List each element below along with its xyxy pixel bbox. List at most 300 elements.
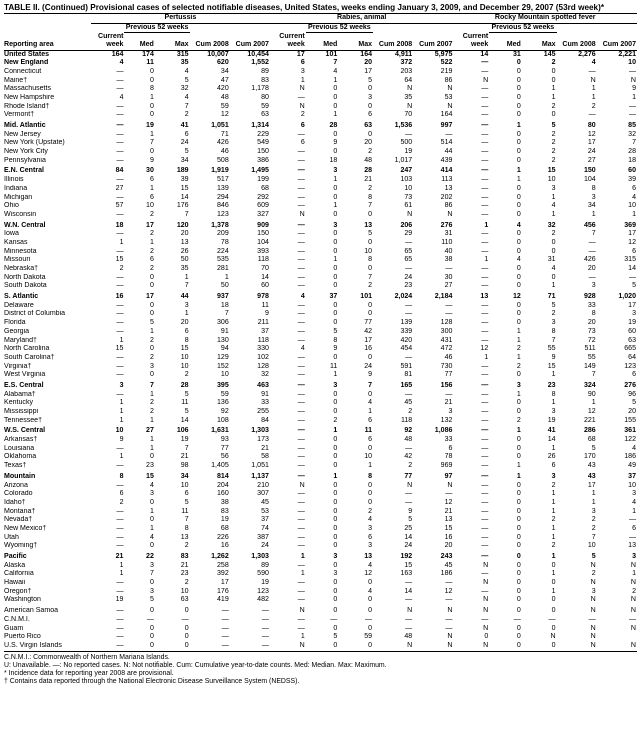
value-cell: 5 — [184, 408, 189, 415]
value-cell: 24 — [364, 362, 373, 370]
value-cell: — — [297, 615, 305, 623]
value-cell: — — [297, 561, 305, 569]
value-cell: — — [297, 362, 305, 370]
value-cell: 48 — [364, 156, 373, 164]
current-week-header: Current week — [453, 33, 489, 51]
value-cell: — — [405, 615, 413, 623]
value-cell: 5 — [591, 444, 596, 452]
value-cell: 12 — [587, 130, 596, 138]
value-cell: 997 — [440, 122, 453, 129]
value-cell: 7 — [551, 336, 556, 344]
value-cell: 1 — [333, 176, 338, 184]
table-row — [4, 363, 637, 372]
value-cell: 2 — [551, 148, 556, 156]
value-cell: 7 — [149, 381, 154, 389]
value-cell: N — [407, 607, 413, 615]
value-cell: 7 — [149, 570, 154, 578]
value-cell: — — [116, 481, 124, 489]
value-cell: 0 — [489, 642, 522, 651]
value-cell: 41 — [547, 427, 556, 435]
value-cell: 39 — [628, 176, 636, 184]
value-cell: — — [481, 156, 489, 164]
value-cell: 414 — [440, 167, 453, 175]
value-cell: 0 — [516, 453, 521, 461]
value-cell: — — [481, 102, 489, 110]
value-cell: — — [297, 381, 305, 389]
reporting-area-cell: New York City — [4, 148, 48, 156]
table-row — [4, 551, 637, 562]
value-cell: 5 — [368, 76, 373, 84]
value-cell: — — [481, 587, 489, 595]
value-cell: 0 — [516, 319, 521, 327]
value-cell: 4 — [368, 399, 373, 407]
value-cell: 928 — [583, 293, 596, 301]
value-cell: 0 — [516, 93, 521, 101]
value-cell: 10 — [115, 427, 124, 435]
value-cell: 1 — [149, 507, 154, 515]
reporting-area-cell: Colorado — [4, 490, 33, 498]
value-cell: 439 — [440, 156, 453, 164]
value-cell: 1 — [333, 472, 338, 480]
value-cell: 41 — [180, 122, 189, 129]
value-cell: 3 — [632, 490, 636, 498]
value-cell: 17 — [587, 481, 596, 489]
table-row — [4, 50, 637, 59]
value-cell: — — [588, 615, 596, 623]
value-cell: — — [405, 130, 413, 138]
value-cell: 0 — [551, 273, 556, 281]
value-cell: 60 — [628, 327, 636, 335]
value-cell: 1 — [484, 353, 489, 361]
value-cell: 7 — [632, 139, 636, 147]
value-cell: 0 — [149, 102, 154, 110]
value-cell: 1 — [551, 85, 556, 93]
value-cell: 0 — [155, 642, 190, 651]
value-cell: 3 — [516, 381, 521, 389]
value-cell: 1,051 — [211, 122, 229, 129]
value-cell: N — [597, 642, 637, 651]
value-cell: 535 — [217, 256, 229, 264]
reporting-area-cell: Tennessee† — [4, 416, 43, 424]
value-cell: 4 — [119, 93, 124, 101]
value-cell: 206 — [400, 221, 413, 229]
value-cell: 0 — [333, 301, 338, 309]
value-cell: 0 — [551, 607, 556, 615]
value-cell: — — [221, 633, 229, 641]
value-cell: — — [116, 462, 124, 470]
reporting-area-cell: Rhode Island† — [4, 102, 50, 110]
value-cell: 12 — [220, 111, 229, 119]
value-cell: 0 — [149, 607, 154, 615]
value-cell: — — [481, 184, 489, 192]
value-cell: — — [405, 238, 413, 246]
value-cell: 0 — [333, 130, 338, 138]
value-cell: 173 — [257, 436, 269, 444]
value-cell: 0 — [551, 624, 556, 632]
table-row — [4, 354, 637, 363]
value-cell: 0 — [333, 524, 338, 532]
table-title: TABLE II. (Continued) Provisional cases of selected notifiable diseases, United States, weeks ending January 3, 2009, and December 29, 2007 (53rd week)* — [4, 3, 605, 12]
value-cell: 2 — [368, 507, 373, 515]
value-cell: 65 — [404, 256, 413, 264]
value-cell: 0 — [551, 247, 556, 255]
value-cell: 0 — [333, 453, 338, 461]
value-cell: — — [481, 247, 489, 255]
table-row — [4, 453, 637, 462]
value-cell: 0 — [333, 498, 338, 506]
value-cell: 50 — [220, 282, 229, 290]
value-cell: 2 — [551, 130, 556, 138]
value-cell: 369 — [624, 221, 636, 229]
value-cell: — — [297, 247, 305, 255]
value-cell: 361 — [624, 427, 636, 435]
value-cell: 20 — [587, 319, 596, 327]
value-cell: 8 — [184, 524, 189, 532]
table-row — [4, 417, 637, 426]
value-cell: 2,184 — [434, 293, 453, 301]
value-cell: 2 — [632, 587, 636, 595]
value-cell: 21 — [261, 444, 269, 452]
value-cell: 1 — [484, 256, 489, 264]
value-cell: 9 — [119, 436, 124, 444]
value-cell: 33 — [261, 399, 269, 407]
value-cell: 10 — [146, 202, 154, 210]
cum-2007-header: Cum 2007 — [597, 33, 637, 51]
value-cell: 61 — [404, 202, 413, 210]
value-cell: 21 — [444, 507, 453, 515]
value-cell: — — [628, 516, 636, 524]
value-cell: 255 — [257, 408, 269, 415]
value-cell: 229 — [257, 130, 269, 138]
value-cell: 1 — [149, 390, 154, 398]
value-cell: 2 — [149, 399, 154, 407]
value-cell: 1 — [149, 130, 154, 138]
value-cell: 0 — [333, 561, 338, 569]
max-header: Max — [338, 33, 373, 51]
value-cell: — — [297, 444, 305, 452]
value-cell: — — [297, 238, 305, 246]
reporting-area-cell: Arkansas† — [4, 436, 38, 444]
value-cell: N — [299, 102, 305, 110]
value-cell: 0 — [149, 282, 154, 290]
value-cell: N — [373, 642, 413, 651]
value-cell: 2 — [516, 416, 521, 424]
value-cell: 80 — [587, 122, 596, 129]
value-cell: 18 — [628, 156, 636, 164]
value-cell: — — [628, 615, 636, 623]
value-cell: 14 — [628, 265, 636, 272]
value-cell: — — [116, 353, 124, 361]
value-cell: — — [588, 238, 596, 246]
value-cell: N — [590, 579, 596, 587]
value-cell: N — [590, 76, 596, 84]
value-cell: 1 — [368, 462, 373, 470]
value-cell: 0 — [124, 642, 154, 651]
value-cell: 0 — [516, 102, 521, 110]
value-cell: 2 — [591, 102, 596, 110]
value-cell: 14 — [180, 193, 189, 201]
value-cell: 5 — [333, 633, 338, 641]
reporting-area-header: Reporting area — [4, 33, 91, 51]
value-cell: — — [116, 327, 124, 335]
value-cell: 0 — [333, 607, 338, 615]
value-cell: — — [481, 436, 489, 444]
value-cell: 2 — [591, 570, 596, 578]
value-cell: — — [181, 615, 189, 623]
value-cell: 0 — [516, 193, 521, 201]
value-cell: 101 — [325, 50, 338, 58]
value-cell: 2 — [184, 111, 189, 119]
reporting-area-cell: W.N. Central — [4, 221, 46, 229]
value-cell: 0 — [368, 481, 373, 489]
value-cell: 43 — [587, 472, 596, 480]
value-cell: 0 — [516, 633, 521, 641]
value-cell: 4 — [551, 202, 556, 210]
value-cell: 1,017 — [394, 156, 413, 164]
value-cell: — — [116, 193, 124, 201]
footnote-line: U: Unavailable. —: No reported cases. N: Not notifiable. Cum: Cumulative year-to-date counts. Med: Median. Max: Maximum. — [4, 661, 387, 669]
value-cell: — — [116, 210, 124, 218]
value-cell: 0 — [368, 607, 373, 615]
value-cell: 57 — [115, 202, 124, 210]
value-cell: 21 — [180, 561, 189, 569]
table-row — [4, 399, 637, 408]
value-cell: — — [481, 327, 489, 335]
value-cell: N — [407, 85, 413, 93]
value-cell: 4 — [368, 516, 373, 524]
reporting-area-cell: Mid. Atlantic — [4, 122, 46, 129]
reporting-area-cell: New York (Upstate) — [4, 139, 65, 147]
value-cell: — — [405, 444, 413, 452]
value-cell: — — [116, 139, 124, 147]
value-cell: 665 — [624, 345, 636, 353]
value-cell: — — [481, 230, 489, 238]
value-cell: 1 — [551, 553, 556, 560]
value-cell: 93 — [220, 436, 229, 444]
value-cell: 170 — [583, 453, 596, 461]
value-cell: 591 — [400, 362, 413, 370]
value-cell: 17 — [220, 579, 229, 587]
reporting-area-cell: New Jersey — [4, 130, 41, 138]
value-cell: 0 — [551, 238, 556, 246]
value-cell: — — [481, 516, 489, 524]
value-cell: 118 — [257, 256, 269, 264]
value-cell: 13 — [444, 516, 453, 524]
value-cell: 120 — [176, 221, 189, 229]
value-cell: — — [405, 490, 413, 498]
reporting-area-cell: Wyoming† — [4, 542, 38, 550]
reporting-area-cell: Kansas — [4, 238, 28, 246]
value-cell: — — [588, 273, 596, 281]
value-cell: 39 — [180, 176, 189, 184]
value-cell: 186 — [440, 570, 453, 578]
value-cell: — — [116, 579, 124, 587]
value-cell: 0 — [368, 130, 373, 138]
value-cell: — — [116, 319, 124, 327]
value-cell: 9 — [368, 371, 373, 379]
value-cell: 59 — [364, 633, 373, 641]
value-cell: — — [405, 265, 413, 272]
value-cell: 174 — [142, 50, 154, 58]
value-cell: 3 — [632, 310, 636, 318]
value-cell: 0 — [338, 642, 373, 651]
value-cell: — — [405, 310, 413, 318]
value-cell: — — [297, 436, 305, 444]
value-cell: 0 — [333, 462, 338, 470]
value-cell: 150 — [583, 167, 596, 175]
value-cell: N — [407, 210, 413, 218]
value-cell: N — [557, 642, 597, 651]
value-cell: 123 — [257, 587, 269, 595]
table-row — [4, 328, 637, 337]
value-cell: 276 — [624, 381, 636, 389]
table-row — [4, 633, 637, 642]
value-cell: 5 — [408, 516, 413, 524]
value-cell: 80 — [261, 93, 269, 101]
value-cell: — — [481, 399, 489, 407]
value-cell: 4 — [149, 481, 154, 489]
reporting-area-cell: Maryland† — [4, 336, 37, 344]
reporting-area-cell: Idaho† — [4, 498, 26, 506]
value-cell: 1 — [300, 633, 305, 641]
value-cell: — — [116, 607, 124, 615]
value-cell: 25 — [404, 524, 413, 532]
reporting-area-cell: Virginia† — [4, 362, 32, 370]
value-cell: 315 — [624, 256, 636, 264]
value-cell: 0 — [516, 498, 521, 506]
value-cell: 0 — [516, 542, 521, 550]
value-cell: 1,086 — [434, 427, 453, 435]
value-cell: 7 — [591, 533, 596, 541]
value-cell: 0 — [516, 561, 521, 569]
value-cell: 5 — [632, 399, 636, 407]
value-cell: 1 — [551, 193, 556, 201]
value-cell: — — [481, 408, 489, 415]
value-cell: 14 — [404, 533, 413, 541]
value-cell: 1 — [591, 93, 596, 101]
value-cell: 4 — [333, 67, 338, 75]
value-cell: 1 — [149, 524, 154, 532]
value-cell: N — [630, 624, 636, 632]
value-cell: 426 — [217, 139, 229, 147]
value-cell: N — [413, 642, 453, 651]
value-cell: 210 — [257, 481, 269, 489]
value-cell: 0 — [333, 102, 338, 110]
value-cell: 315 — [176, 50, 189, 58]
value-cell: 122 — [624, 436, 636, 444]
reporting-area-cell: Kentucky — [4, 399, 33, 407]
value-cell: 0 — [184, 633, 189, 641]
value-cell: 14 — [547, 436, 556, 444]
value-cell: N — [299, 210, 305, 218]
table-row — [4, 445, 637, 454]
value-cell: 71 — [220, 130, 229, 138]
table-row — [4, 148, 637, 157]
value-cell: — — [481, 490, 489, 498]
value-cell: 13 — [180, 533, 189, 541]
value-cell: 500 — [400, 139, 413, 147]
value-cell: — — [481, 310, 489, 318]
value-cell: 15 — [404, 561, 413, 569]
value-cell: 21 — [115, 553, 124, 560]
value-cell: — — [297, 416, 305, 424]
value-cell: 37 — [261, 327, 269, 335]
value-cell: 5 — [368, 230, 373, 238]
value-cell: — — [116, 67, 124, 75]
value-cell: 3 — [368, 524, 373, 532]
value-cell: 0 — [368, 238, 373, 246]
value-cell: 0 — [516, 408, 521, 415]
value-cell: 11 — [364, 427, 373, 435]
value-cell: 14 — [480, 50, 489, 58]
value-cell: 3 — [551, 319, 556, 327]
value-cell: 48 — [220, 93, 229, 101]
value-cell: 46 — [444, 353, 453, 361]
value-cell: — — [261, 624, 269, 632]
value-cell: 1 — [632, 570, 636, 578]
value-cell: 2,276 — [578, 50, 596, 58]
value-cell: 4,911 — [394, 50, 413, 58]
reporting-area-cell: South Carolina† — [4, 353, 55, 361]
value-cell: 3 — [333, 221, 338, 229]
value-cell: — — [481, 130, 489, 138]
value-cell: N — [407, 102, 413, 110]
value-cell: — — [116, 633, 124, 641]
value-cell: — — [116, 230, 124, 238]
value-cell: 0 — [333, 353, 338, 361]
value-cell: 0 — [516, 202, 521, 210]
value-cell: 10 — [628, 59, 636, 67]
footnote-line: C.N.M.I.: Commonwealth of Northern Mariana Islands. — [4, 653, 170, 661]
value-cell: 294 — [217, 193, 229, 201]
table-row — [4, 157, 637, 166]
value-cell: — — [445, 596, 453, 604]
previous-52-weeks-header: Previous 52 weeks — [489, 23, 556, 33]
value-cell: 164 — [360, 50, 373, 58]
value-cell: — — [297, 230, 305, 238]
value-cell: 10 — [180, 481, 189, 489]
value-cell: 1 — [516, 327, 521, 335]
value-cell: 89 — [261, 561, 269, 569]
value-cell: 83 — [261, 76, 269, 84]
value-cell: 8 — [149, 85, 154, 93]
reporting-area-cell: South Dakota — [4, 282, 47, 290]
value-cell: 1 — [516, 336, 521, 344]
value-cell: 123 — [217, 210, 229, 218]
value-cell: 2 — [516, 345, 521, 353]
current-week-header: Current week — [270, 33, 306, 51]
value-cell: 20 — [364, 139, 373, 147]
value-cell: 27 — [444, 282, 453, 290]
value-cell: — — [297, 579, 305, 587]
value-cell: 0 — [184, 624, 189, 632]
value-cell: 5 — [184, 148, 189, 156]
value-cell: — — [481, 381, 489, 389]
value-cell: 1,631 — [211, 427, 229, 435]
value-cell: 113 — [441, 176, 453, 184]
value-cell: 165 — [400, 381, 413, 389]
value-cell: 6 — [300, 122, 305, 129]
table-row — [4, 436, 637, 445]
value-cell: — — [481, 282, 489, 290]
value-cell: — — [297, 490, 305, 498]
value-cell: — — [405, 390, 413, 398]
value-cell: 2 — [149, 265, 154, 272]
value-cell: 0 — [333, 390, 338, 398]
table-row — [4, 211, 637, 220]
value-cell: — — [481, 462, 489, 470]
value-cell: 21 — [180, 453, 189, 461]
